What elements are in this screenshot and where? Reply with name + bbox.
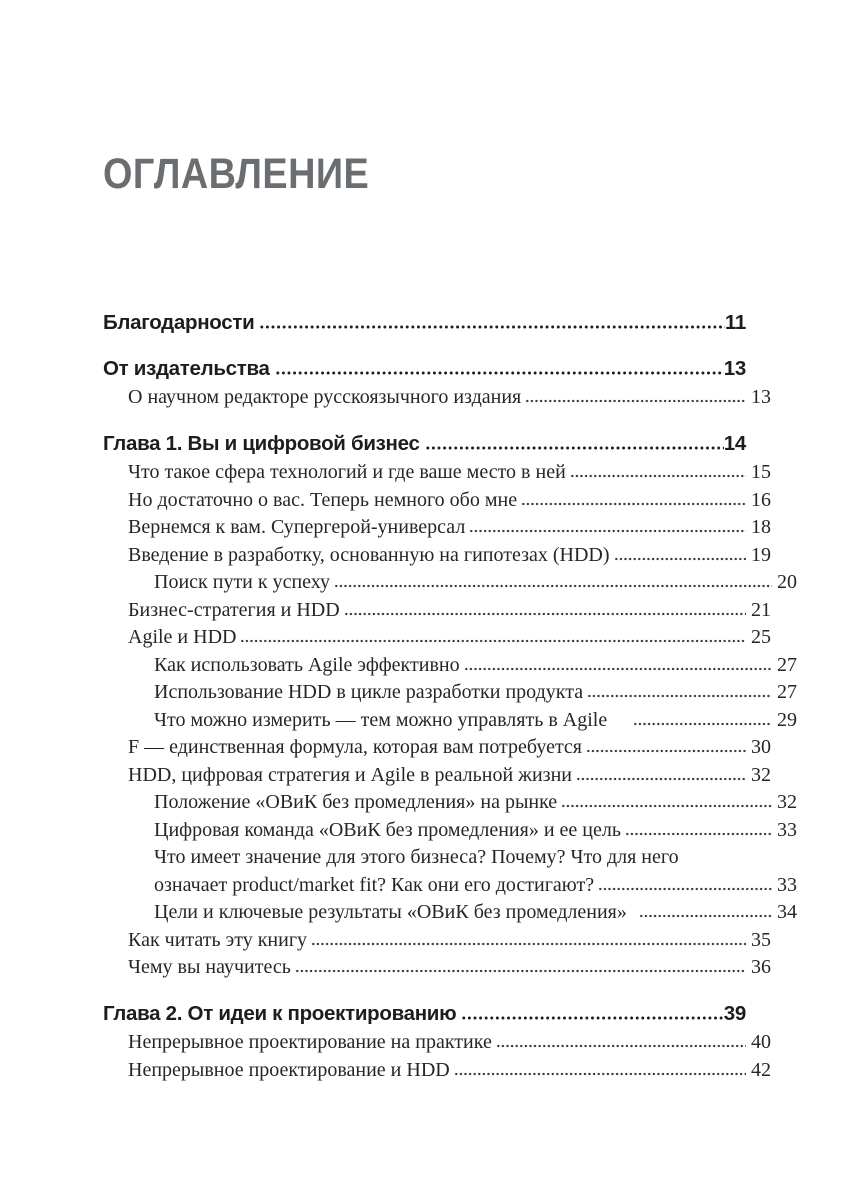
toc-entry-text: Непрерывное проектирование на практике [128,1031,492,1053]
toc-entry [103,927,771,955]
toc-entry-text: Вернемся к вам. Супергерой-универсал [128,516,466,538]
toc-entry [103,355,746,383]
dot-leader [259,325,725,329]
toc-entry-text: О научном редакторе русскоязычного издания [128,386,522,408]
dot-leader [587,694,772,698]
toc-entry [103,679,797,707]
page-title: ОГЛАВЛЕНИЕ [103,150,370,198]
dot-leader [598,887,772,891]
toc-page-number: 32 [777,791,797,813]
toc-page-number: 30 [751,736,771,758]
toc-page-number: 27 [777,681,797,703]
toc-page-number: 13 [751,386,771,408]
dot-leader [639,914,772,918]
dot-leader [275,371,724,375]
dot-leader [344,612,746,616]
toc-entry-text: Глава 1. Вы и цифровой бизнес [103,431,420,455]
toc-entry [103,872,797,900]
dot-leader [576,777,746,781]
dot-leader [586,749,746,753]
toc-entry [103,542,771,570]
toc-entry-text: От издательства [103,356,270,380]
toc-entry [103,734,771,762]
dot-leader [633,722,772,726]
toc-page-number: 25 [751,626,771,648]
toc-page-number: 19 [751,543,771,566]
dot-leader [295,969,746,973]
toc-entry-text: Цифровая команда «ОВиК без промедления» и ее цель [154,818,621,841]
toc-entry [103,487,771,515]
dot-leader [561,804,772,808]
toc-entry [103,762,771,790]
toc-entry [103,569,797,597]
toc-entry [103,1029,771,1057]
toc-page-number: 16 [751,488,771,511]
toc-entry [103,624,771,652]
dot-leader [496,1044,746,1048]
toc-entry-text: Благодарности [103,311,255,334]
dot-leader [334,584,772,588]
toc-entry [103,430,746,458]
toc-entry [103,954,771,982]
toc-entry-text: Но достаточно о вас. Теперь немного обо мне [128,488,518,511]
toc-entry [103,459,771,487]
toc-page-number: 36 [751,956,771,978]
toc-entry [103,1057,771,1085]
toc-page-number: 13 [723,356,746,380]
toc-entry [103,817,797,845]
toc-page-number: 34 [777,901,797,923]
toc-entry [103,844,797,872]
toc-page-number: 39 [723,1001,746,1025]
toc-entry-text: Положение «ОВиК без промедления» на рынке [154,791,558,813]
toc-entry [103,789,797,817]
toc-entry [103,899,797,927]
toc-page-number: 11 [724,311,746,334]
toc-page-number: 42 [751,1058,771,1081]
toc-entry-text: Цели и ключевые результаты «ОВиК без промедления» [154,901,627,923]
toc-entry-text: Непрерывное проектирование и HDD [128,1058,450,1081]
toc-entry-text: Введение в разработку, основанную на гипотезах (HDD) [128,543,610,566]
toc-entry [103,514,771,542]
toc-list [103,309,797,1084]
toc-page-number: 15 [751,461,771,483]
toc-entry-text: Бизнес-стратегия и HDD [128,598,340,621]
dot-leader [570,474,746,478]
toc-entry-text: Agile и HDD [128,626,237,648]
toc-page-number: 27 [777,653,797,676]
toc-entry [103,707,797,735]
toc-entry-text: Как использовать Agile эффективно [154,653,460,676]
dot-leader [425,446,724,450]
dot-leader [521,502,746,506]
toc-entry-text: Чему вы научитесь [128,956,291,978]
toc-entry-text: Использование HDD в цикле разработки продукта [154,681,584,703]
toc-entry-text: F — единственная формула, которая вам потребуется [128,736,583,758]
dot-leader [464,667,772,671]
toc-entry [103,309,746,337]
toc-entry [103,1000,746,1028]
toc-page [103,0,797,1084]
dot-leader [525,399,746,403]
dot-leader [311,942,746,946]
toc-entry-text: Что имеет значение для этого бизнеса? Почему? Что для него [154,846,679,868]
toc-page-number: 35 [751,928,771,951]
dot-leader [625,832,772,836]
dot-leader [469,529,746,533]
toc-entry [103,597,771,625]
dot-leader [614,557,747,561]
toc-page-number: 20 [777,571,797,593]
toc-entry-text: Поиск пути к успеху [154,571,331,593]
toc-entry-text: Что такое сфера технологий и где ваше место в ней [128,461,566,483]
toc-entry-text: Глава 2. От идеи к проектированию [103,1001,457,1025]
toc-page-number: 14 [723,431,746,455]
toc-page-number: 33 [777,873,797,896]
dot-leader [454,1072,746,1076]
toc-page-number: 33 [777,818,797,841]
toc-entry-text: Что можно измерить — тем можно управлять в Agile [154,708,608,731]
toc-entry-text: HDD, цифровая стратегия и Agile в реальной жизни [128,763,572,786]
toc-page-number: 18 [751,516,771,538]
toc-page-number: 21 [751,598,771,621]
toc-entry-text: Как читать эту книгу [128,928,308,951]
toc-entry [103,652,797,680]
toc-entry [103,384,771,412]
toc-page-number: 40 [751,1031,771,1053]
dot-leader [461,1016,724,1020]
toc-entry-text: означает product/market fit? Как они его достигают? [154,873,595,896]
dot-leader [240,639,746,643]
toc-page-number: 29 [777,708,797,731]
toc-page-number: 32 [751,763,771,786]
